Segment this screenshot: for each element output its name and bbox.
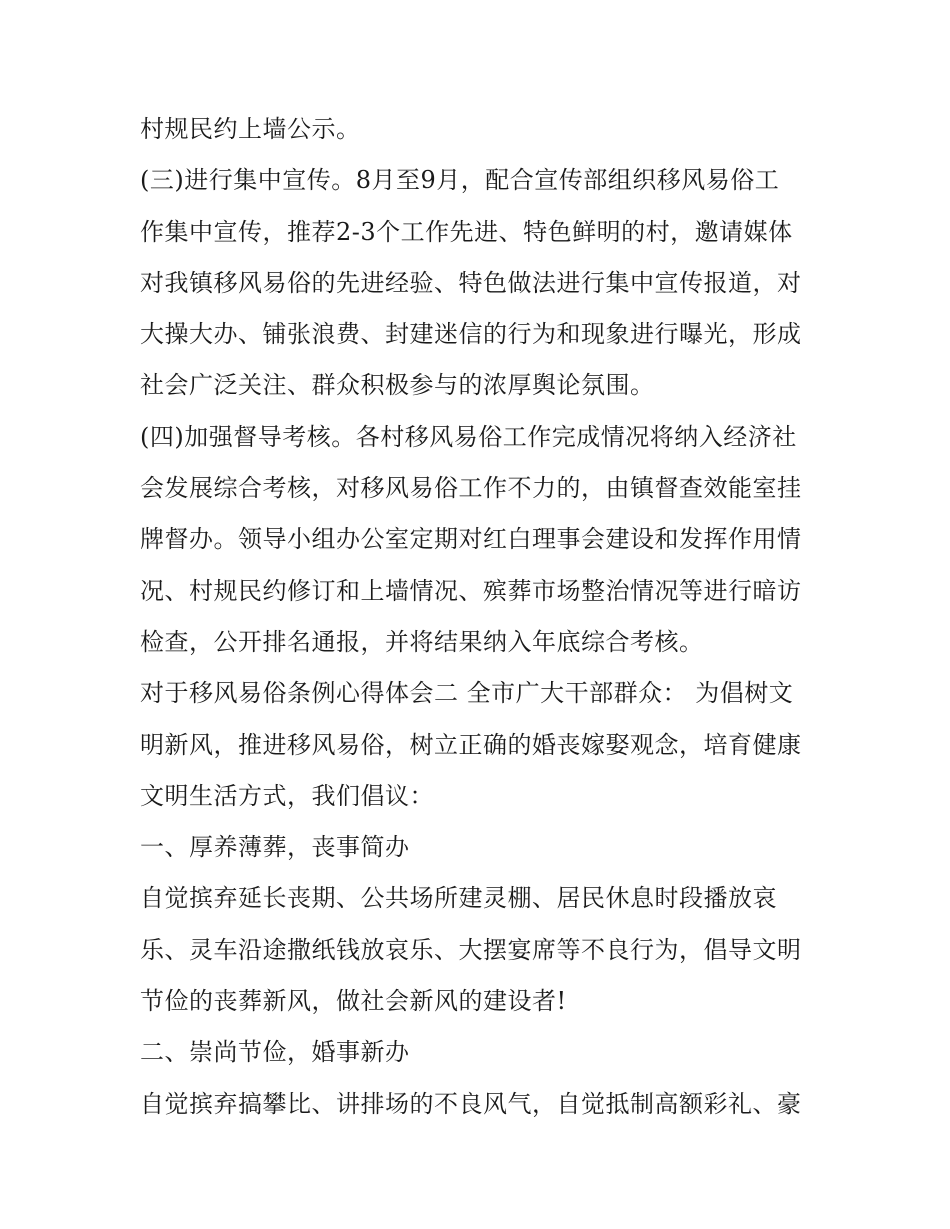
- text-line: 况、村规民约修订和上墙情况、殡葬市场整治情况等进行暗访: [140, 576, 802, 605]
- section-heading: 二、崇尚节俭，婚事新办: [140, 1038, 410, 1067]
- text-line: 对我镇移风易俗的先进经验、特色做法进行集中宣传报道，对: [140, 268, 802, 297]
- text-line: 大操大办、铺张浪费、封建迷信的行为和现象进行曝光，形成: [140, 320, 802, 349]
- text-line: 检查，公开排名通报，并将结果纳入年底综合考核。: [140, 627, 704, 656]
- text-line: 牌督办。领导小组办公室定期对红白理事会建设和发挥作用情: [140, 525, 802, 554]
- text-line: 乐、灵车沿途撒纸钱放哀乐、大摆宴席等不良行为，倡导文明: [140, 935, 802, 964]
- text-line: 明新风，推进移风易俗，树立正确的婚丧嫁娶观念，培育健康: [140, 730, 802, 759]
- text-line: (三)进行集中宣传。8月至9月，配合宣传部组织移风易俗工: [140, 166, 780, 195]
- text-line: 会发展综合考核，对移风易俗工作不力的，由镇督查效能室挂: [140, 474, 802, 503]
- text-line: (四)加强督导考核。各村移风易俗工作完成情况将纳入经济社: [140, 422, 797, 451]
- text-line: 社会广泛关注、群众积极参与的浓厚舆论氛围。: [140, 371, 655, 400]
- text-line: 文明生活方式，我们倡议：: [140, 781, 434, 810]
- text-line: 对于移风易俗条例心得体会二 全市广大干部群众： 为倡树文: [140, 679, 794, 708]
- text-line: 节俭的丧葬新风，做社会新风的建设者!: [140, 987, 567, 1016]
- text-line: 村规民约上墙公示。: [140, 115, 361, 143]
- section-heading: 一、厚养薄葬，丧事简办: [140, 833, 410, 862]
- text-line: 自觉摈弃搞攀比、讲排场的不良风气，自觉抵制高额彩礼、豪: [140, 1089, 802, 1118]
- document-body: [140, 104, 820, 1130]
- text-line: 作集中宣传，推荐2-3个工作先进、特色鲜明的村，邀请媒体: [140, 217, 793, 246]
- text-line: 自觉摈弃延长丧期、公共场所建灵棚、居民休息时段播放哀: [140, 884, 777, 913]
